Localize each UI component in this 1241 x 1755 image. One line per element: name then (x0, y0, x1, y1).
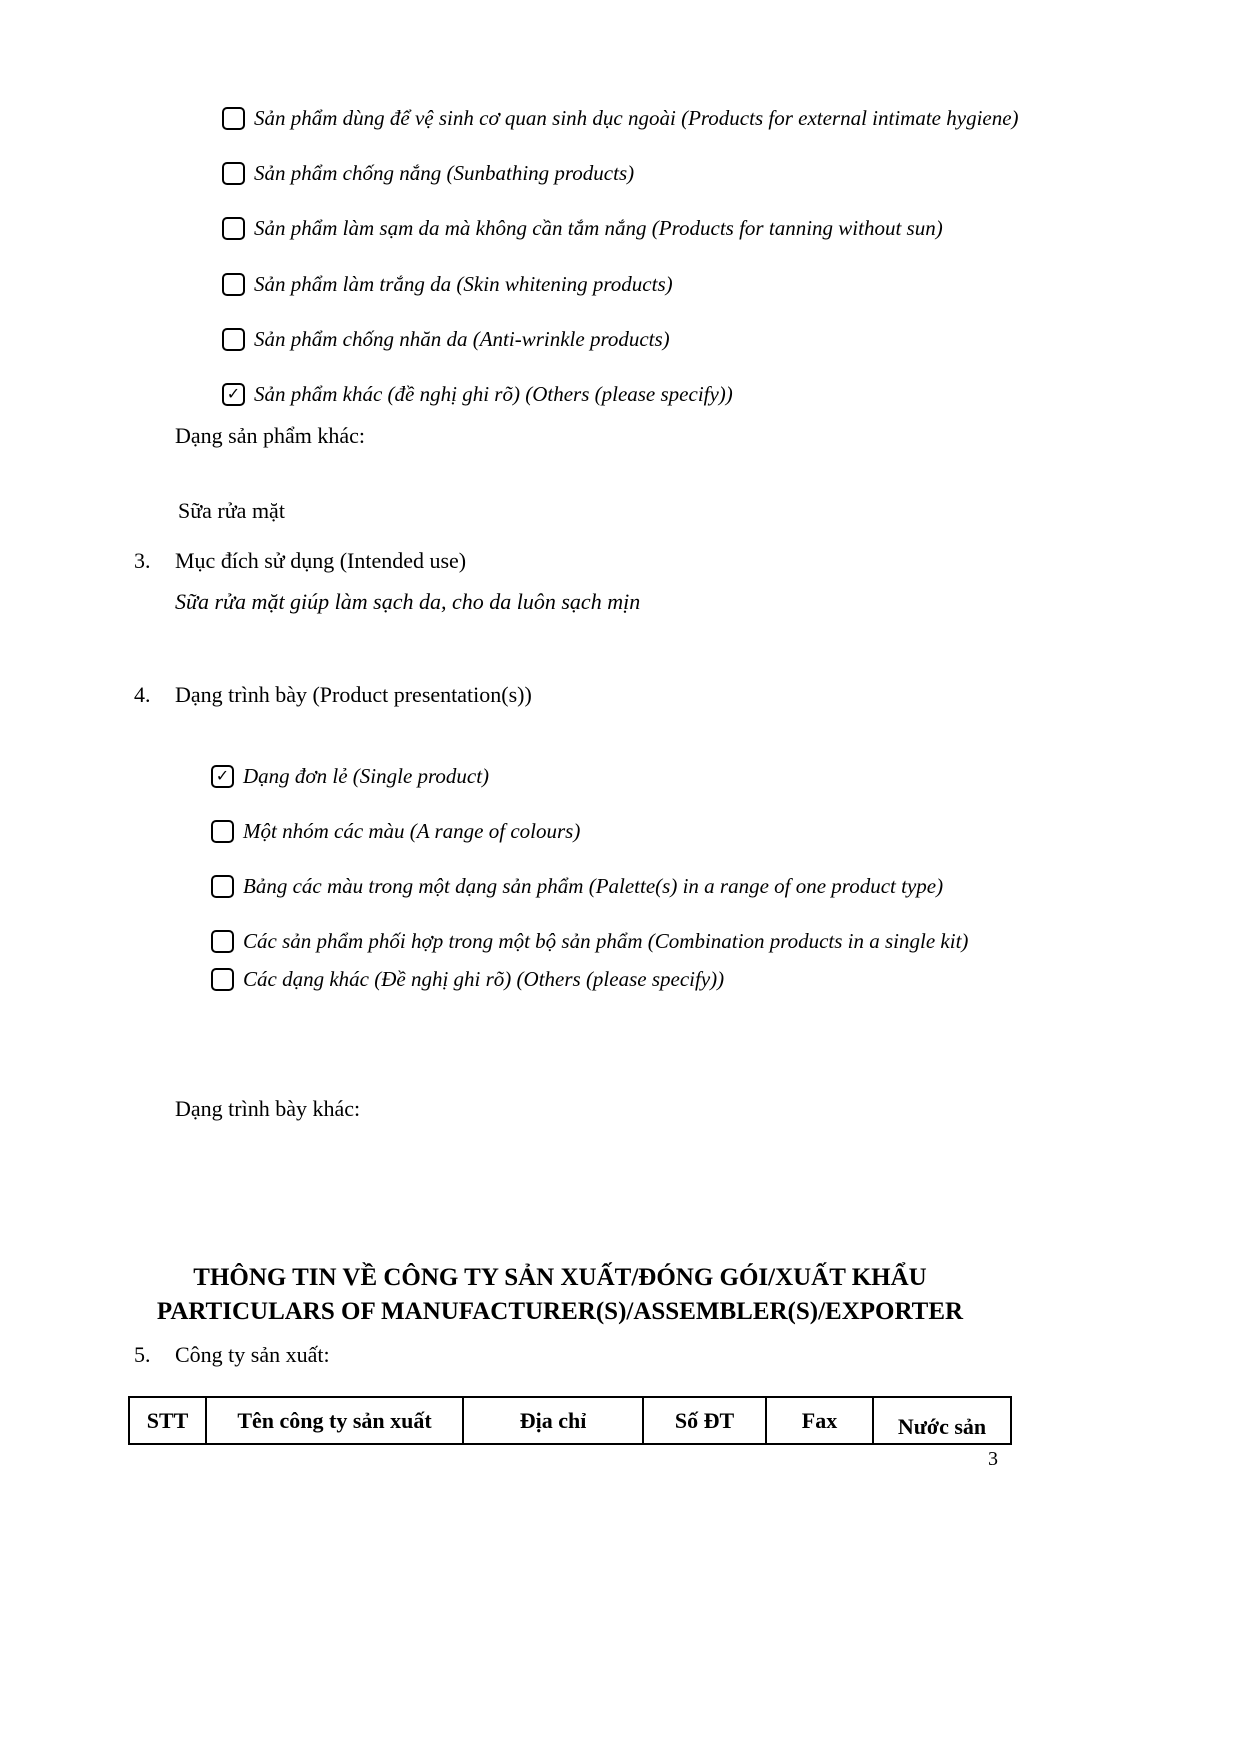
check-mark-icon: ✓ (215, 765, 230, 785)
checkbox-sunbathing[interactable] (222, 162, 245, 185)
table-header-row (129, 1397, 1011, 1444)
checkbox-label: Dạng đơn lẻ (Single product) (243, 764, 490, 788)
checkbox-row-other-forms (211, 966, 724, 993)
item-3 (134, 548, 466, 574)
col-header-stt: STT (129, 1397, 206, 1444)
check-mark-icon: ✓ (226, 383, 241, 403)
manufacturer-label: Công ty sản xuất: (175, 1342, 330, 1367)
checkbox-intimate-hygiene[interactable] (222, 107, 245, 130)
checkbox-row-skin-whitening (222, 271, 673, 298)
checkbox-palette[interactable] (211, 875, 234, 898)
col-header-address: Địa chỉ (463, 1397, 643, 1444)
checkbox-row-other-products (222, 381, 733, 408)
item-3-number: 3. (134, 548, 151, 573)
checkbox-label: Các sản phẩm phối hợp trong một bộ sản phẩm (Combination products in a single kit) (243, 929, 969, 953)
checkbox-row-anti-wrinkle (222, 326, 670, 353)
checkbox-other-forms[interactable] (211, 968, 234, 991)
checkbox-label: Một nhóm các màu (A range of colours) (243, 819, 581, 843)
checkbox-skin-whitening[interactable] (222, 273, 245, 296)
col-header-country: Nước sản (873, 1397, 1011, 1444)
checkbox-anti-wrinkle[interactable] (222, 328, 245, 351)
checkbox-row-sunbathing (222, 160, 634, 187)
page-number: 3 (988, 1448, 998, 1470)
item-4-number: 4. (134, 682, 151, 707)
item-5 (134, 1342, 330, 1368)
intended-use-value: Sữa rửa mặt giúp làm sạch da, cho da luôn sạch mịn (175, 589, 641, 614)
checkbox-tanning-without-sun[interactable] (222, 217, 245, 240)
checkbox-label: Sản phẩm khác (đề nghị ghi rõ) (Others (please specify)) (254, 382, 733, 406)
checkbox-row-combination-kit (211, 928, 968, 955)
other-product-type-value: Sữa rửa mặt (178, 498, 285, 523)
col-header-company-name: Tên công ty sản xuất (206, 1397, 463, 1444)
checkbox-row-tanning-without-sun (222, 215, 943, 242)
item-4 (134, 682, 532, 708)
checkbox-label: Sản phẩm chống nắng (Sunbathing products) (254, 161, 635, 185)
col-header-phone: Số ĐT (643, 1397, 766, 1444)
checkbox-label: Các dạng khác (Đề nghị ghi rõ) (Others (please specify)) (243, 967, 725, 991)
presentation-other-label: Dạng trình bày khác: (175, 1096, 361, 1121)
col-header-fax: Fax (766, 1397, 873, 1444)
checkbox-row-palette (211, 873, 943, 900)
section-title-en: PARTICULARS OF MANUFACTURER(S)/ASSEMBLER(S)/EXPORTER (156, 1298, 964, 1325)
checkbox-label: Bảng các màu trong một dạng sản phẩm (Palette(s) in a range of one product type) (243, 874, 944, 898)
checkbox-label: Sản phẩm chống nhăn da (Anti-wrinkle products) (254, 327, 670, 351)
presentation-label: Dạng trình bày (Product presentation(s)) (175, 682, 532, 707)
checkbox-row-range-of-colours (211, 818, 580, 845)
checkbox-range-of-colours[interactable] (211, 820, 234, 843)
intended-use-label: Mục đích sử dụng (Intended use) (175, 548, 467, 573)
item-5-number: 5. (134, 1342, 151, 1367)
checkbox-other-products[interactable] (222, 383, 245, 406)
checkbox-combination-kit[interactable] (211, 930, 234, 953)
checkbox-label: Sản phẩm làm sạm da mà không cần tắm nắng (Products for tanning without sun) (254, 216, 943, 240)
checkbox-row-single-product (211, 763, 489, 790)
checkbox-label: Sản phẩm làm trắng da (Skin whitening products) (254, 272, 673, 296)
section-title-vi: THÔNG TIN VỀ CÔNG TY SẢN XUẤT/ĐÓNG GÓI/XUẤT KHẨU (193, 1264, 927, 1291)
manufacturer-table (128, 1396, 1012, 1445)
checkbox-row-intimate-hygiene (222, 105, 1019, 132)
checkbox-label: Sản phẩm dùng để vệ sinh cơ quan sinh dục ngoài (Products for external intimate hygiene) (254, 106, 1019, 130)
checkbox-single-product[interactable] (211, 765, 234, 788)
other-product-type-label: Dạng sản phẩm khác: (175, 423, 365, 448)
